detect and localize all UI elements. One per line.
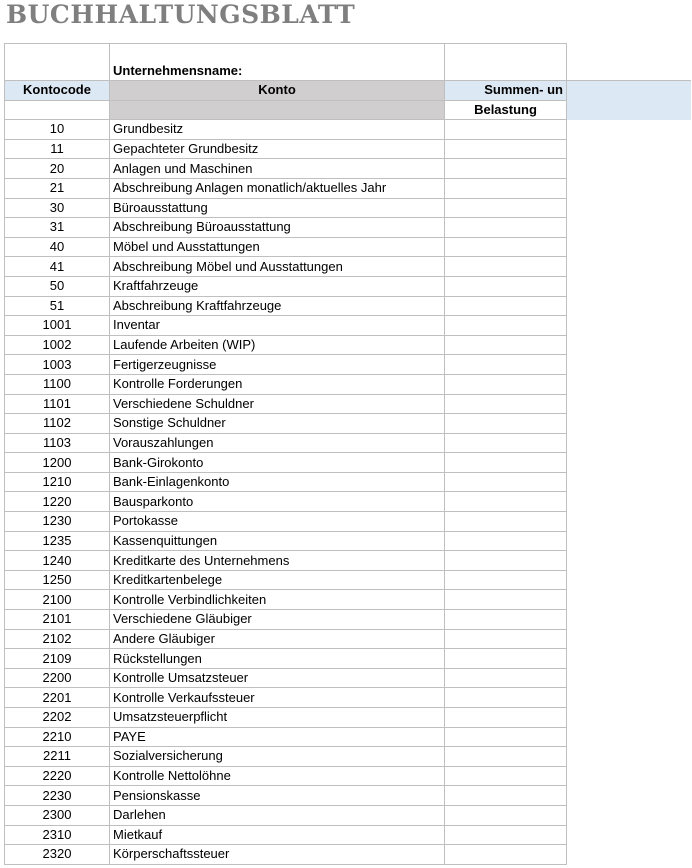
debit-cell[interactable] [445, 276, 567, 296]
header-account[interactable]: Konto [110, 81, 445, 101]
table-row [5, 472, 691, 492]
debit-cell[interactable] [445, 805, 567, 825]
blank-cell [567, 825, 691, 845]
blank-cell [567, 394, 691, 414]
account-name-cell[interactable]: Kassenquittungen [110, 531, 445, 551]
header-group[interactable]: Summen- un [445, 81, 567, 101]
account-code-cell[interactable]: 2200 [5, 668, 110, 688]
account-code-cell[interactable]: 2220 [5, 766, 110, 786]
debit-cell[interactable] [445, 492, 567, 512]
table-row [5, 570, 691, 590]
debit-cell[interactable] [445, 237, 567, 257]
account-name-cell[interactable]: Möbel und Ausstattungen [110, 237, 445, 257]
debit-cell[interactable] [445, 766, 567, 786]
blank-cell [567, 668, 691, 688]
blank-cell [567, 296, 691, 316]
debit-cell[interactable] [445, 139, 567, 159]
account-name-cell[interactable]: Kontrolle Umsatzsteuer [110, 668, 445, 688]
account-name-cell[interactable]: Abschreibung Anlagen monatlich/aktuelles Jahr [110, 178, 445, 198]
debit-cell[interactable] [445, 649, 567, 669]
table-row [5, 845, 691, 865]
blank-cell[interactable] [5, 100, 110, 120]
blank-cell [567, 629, 691, 649]
account-code-cell[interactable]: 1250 [5, 570, 110, 590]
account-name-cell[interactable]: Kontrolle Verkaufssteuer [110, 688, 445, 708]
account-code-cell[interactable]: 2310 [5, 825, 110, 845]
table-row [5, 335, 691, 355]
company-row [5, 44, 691, 81]
account-name-cell[interactable]: Mietkauf [110, 825, 445, 845]
blank-cell [567, 120, 691, 140]
debit-cell[interactable] [445, 747, 567, 767]
blank-cell [567, 139, 691, 159]
table-row [5, 198, 691, 218]
blank-cell [567, 414, 691, 434]
account-name-cell[interactable]: Sonstige Schuldner [110, 414, 445, 434]
accounts-table [4, 43, 691, 865]
debit-cell[interactable] [445, 551, 567, 571]
blank-cell [567, 649, 691, 669]
account-name-cell[interactable]: Vorauszahlungen [110, 433, 445, 453]
debit-cell[interactable] [445, 198, 567, 218]
account-code-cell[interactable]: 50 [5, 276, 110, 296]
account-code-cell[interactable]: 1235 [5, 531, 110, 551]
account-code-cell[interactable]: 1100 [5, 374, 110, 394]
debit-cell[interactable] [445, 472, 567, 492]
account-code-cell[interactable]: 2102 [5, 629, 110, 649]
table-row [5, 590, 691, 610]
table-row [5, 257, 691, 277]
table-row [5, 178, 691, 198]
debit-cell[interactable] [445, 570, 567, 590]
account-name-cell[interactable]: Rückstellungen [110, 649, 445, 669]
account-name-cell[interactable]: Pensionskasse [110, 786, 445, 806]
blank-cell [567, 453, 691, 473]
account-code-cell[interactable]: 1210 [5, 472, 110, 492]
account-name-cell[interactable]: Körperschaftssteuer [110, 845, 445, 865]
account-name-cell[interactable]: Laufende Arbeiten (WIP) [110, 335, 445, 355]
account-code-cell[interactable]: 2201 [5, 688, 110, 708]
debit-cell[interactable] [445, 120, 567, 140]
account-code-cell[interactable]: 1220 [5, 492, 110, 512]
debit-cell[interactable] [445, 688, 567, 708]
account-name-cell[interactable]: Kontrolle Forderungen [110, 374, 445, 394]
table-row [5, 218, 691, 238]
account-code-cell[interactable]: 2100 [5, 590, 110, 610]
blank-cell [567, 472, 691, 492]
table-row [5, 374, 691, 394]
debit-cell[interactable] [445, 531, 567, 551]
table-row [5, 668, 691, 688]
blank-cell [567, 374, 691, 394]
table-row [5, 649, 691, 669]
table-row [5, 805, 691, 825]
account-name-cell[interactable]: Kreditkarte des Unternehmens [110, 551, 445, 571]
table-row [5, 237, 691, 257]
table-row [5, 316, 691, 336]
header-debit[interactable]: Belastung [445, 100, 567, 120]
debit-cell[interactable] [445, 414, 567, 434]
blank-cell [567, 845, 691, 865]
blank-cell [567, 178, 691, 198]
debit-cell[interactable] [445, 825, 567, 845]
debit-cell[interactable] [445, 727, 567, 747]
account-name-cell[interactable]: Portokasse [110, 512, 445, 532]
account-name-cell[interactable]: Verschiedene Schuldner [110, 394, 445, 414]
account-code-cell[interactable]: 2202 [5, 708, 110, 728]
account-code-cell[interactable]: 1002 [5, 335, 110, 355]
account-name-cell[interactable]: Darlehen [110, 805, 445, 825]
account-code-cell[interactable]: 2300 [5, 805, 110, 825]
debit-cell[interactable] [445, 708, 567, 728]
table-row [5, 629, 691, 649]
account-name-cell[interactable]: Umsatzsteuerpflicht [110, 708, 445, 728]
table-row [5, 512, 691, 532]
account-code-cell[interactable]: 2109 [5, 649, 110, 669]
blank-cell [567, 44, 691, 81]
account-code-cell[interactable]: 41 [5, 257, 110, 277]
blank-cell [567, 335, 691, 355]
debit-cell[interactable] [445, 786, 567, 806]
account-name-cell[interactable]: Bank-Girokonto [110, 453, 445, 473]
account-code-cell[interactable]: 1103 [5, 433, 110, 453]
blank-cell [567, 786, 691, 806]
blank-cell[interactable] [5, 44, 110, 81]
blank-cell [567, 276, 691, 296]
account-code-cell[interactable]: 21 [5, 178, 110, 198]
blank-cell [567, 237, 691, 257]
account-code-cell[interactable]: 1101 [5, 394, 110, 414]
debit-cell[interactable] [445, 845, 567, 865]
blank-cell [567, 747, 691, 767]
account-code-cell[interactable]: 1001 [5, 316, 110, 336]
blank-cell [567, 531, 691, 551]
blank-cell [567, 590, 691, 610]
table-row [5, 139, 691, 159]
debit-cell[interactable] [445, 374, 567, 394]
debit-cell[interactable] [445, 257, 567, 277]
table-row [5, 786, 691, 806]
account-code-cell[interactable]: 51 [5, 296, 110, 316]
account-name-cell[interactable]: Abschreibung Möbel und Ausstattungen [110, 257, 445, 277]
account-code-cell[interactable]: 11 [5, 139, 110, 159]
table-row [5, 120, 691, 140]
blank-cell [567, 355, 691, 375]
debit-cell[interactable] [445, 296, 567, 316]
blank-cell [567, 688, 691, 708]
account-code-cell[interactable]: 1200 [5, 453, 110, 473]
table-row [5, 551, 691, 571]
table-row [5, 531, 691, 551]
blank-cell [567, 727, 691, 747]
blank-cell [567, 766, 691, 786]
blank-cell [567, 159, 691, 179]
account-name-cell[interactable]: Verschiedene Gläubiger [110, 610, 445, 630]
account-code-cell[interactable]: 1240 [5, 551, 110, 571]
debit-cell[interactable] [445, 453, 567, 473]
account-code-cell[interactable]: 2101 [5, 610, 110, 630]
account-code-cell[interactable]: 2210 [5, 727, 110, 747]
sheet-title: BUCHHALTUNGSBLATT [6, 0, 356, 29]
company-name-label[interactable]: Unternehmensname: [110, 44, 445, 81]
blank-cell[interactable] [110, 100, 445, 120]
account-name-cell[interactable]: Fertigerzeugnisse [110, 355, 445, 375]
account-name-cell[interactable]: Bausparkonto [110, 492, 445, 512]
table-row [5, 453, 691, 473]
account-code-cell[interactable]: 10 [5, 120, 110, 140]
company-value-cell[interactable] [445, 44, 567, 81]
blank-cell [567, 198, 691, 218]
blank-cell [567, 492, 691, 512]
table-row [5, 727, 691, 747]
debit-cell[interactable] [445, 355, 567, 375]
blank-cell [567, 316, 691, 336]
account-name-cell[interactable]: Kontrolle Verbindlichkeiten [110, 590, 445, 610]
blank-cell [567, 257, 691, 277]
table-row [5, 492, 691, 512]
table-row [5, 355, 691, 375]
table-row [5, 296, 691, 316]
account-name-cell[interactable]: Kraftfahrzeuge [110, 276, 445, 296]
table-row [5, 394, 691, 414]
table-row [5, 433, 691, 453]
blank-cell [567, 512, 691, 532]
blank-cell [567, 708, 691, 728]
debit-cell[interactable] [445, 159, 567, 179]
blank-cell [567, 805, 691, 825]
account-name-cell[interactable]: Bank-Einlagenkonto [110, 472, 445, 492]
debit-cell[interactable] [445, 512, 567, 532]
account-code-cell[interactable]: 2320 [5, 845, 110, 865]
table-row [5, 159, 691, 179]
table-row [5, 610, 691, 630]
account-name-cell[interactable]: Grundbesitz [110, 120, 445, 140]
blank-cell [567, 218, 691, 238]
debit-cell[interactable] [445, 218, 567, 238]
column-header-row [5, 81, 691, 101]
account-code-cell[interactable]: 40 [5, 237, 110, 257]
debit-cell[interactable] [445, 590, 567, 610]
blank-cell [567, 433, 691, 453]
account-name-cell[interactable]: Büroausstattung [110, 198, 445, 218]
subheader-row [5, 100, 691, 120]
account-code-cell[interactable]: 1230 [5, 512, 110, 532]
account-code-cell[interactable]: 2230 [5, 786, 110, 806]
debit-cell[interactable] [445, 335, 567, 355]
blank-cell [567, 551, 691, 571]
debit-cell[interactable] [445, 394, 567, 414]
table-row [5, 825, 691, 845]
account-code-cell[interactable]: 30 [5, 198, 110, 218]
account-code-cell[interactable]: 20 [5, 159, 110, 179]
account-name-cell[interactable]: Kontrolle Nettolöhne [110, 766, 445, 786]
debit-cell[interactable] [445, 178, 567, 198]
table-row [5, 414, 691, 434]
header-fill [567, 100, 691, 120]
account-code-cell[interactable]: 1102 [5, 414, 110, 434]
account-code-cell[interactable]: 1003 [5, 355, 110, 375]
debit-cell[interactable] [445, 316, 567, 336]
account-name-cell[interactable]: Gepachteter Grundbesitz [110, 139, 445, 159]
debit-cell[interactable] [445, 610, 567, 630]
table-row [5, 708, 691, 728]
debit-cell[interactable] [445, 668, 567, 688]
table-row [5, 747, 691, 767]
table-row [5, 688, 691, 708]
account-code-cell[interactable]: 2211 [5, 747, 110, 767]
account-name-cell[interactable]: Kreditkartenbelege [110, 570, 445, 590]
debit-cell[interactable] [445, 433, 567, 453]
account-name-cell[interactable]: Anlagen und Maschinen [110, 159, 445, 179]
debit-cell[interactable] [445, 629, 567, 649]
account-name-cell[interactable]: Andere Gläubiger [110, 629, 445, 649]
table-row [5, 276, 691, 296]
header-code[interactable]: Kontocode [5, 81, 110, 101]
account-name-cell[interactable]: PAYE [110, 727, 445, 747]
account-name-cell[interactable]: Abschreibung Büroausstattung [110, 218, 445, 238]
account-name-cell[interactable]: Inventar [110, 316, 445, 336]
blank-cell [567, 570, 691, 590]
blank-cell [567, 610, 691, 630]
account-name-cell[interactable]: Sozialversicherung [110, 747, 445, 767]
header-fill [567, 81, 691, 101]
account-name-cell[interactable]: Abschreibung Kraftfahrzeuge [110, 296, 445, 316]
account-code-cell[interactable]: 31 [5, 218, 110, 238]
table-row [5, 766, 691, 786]
